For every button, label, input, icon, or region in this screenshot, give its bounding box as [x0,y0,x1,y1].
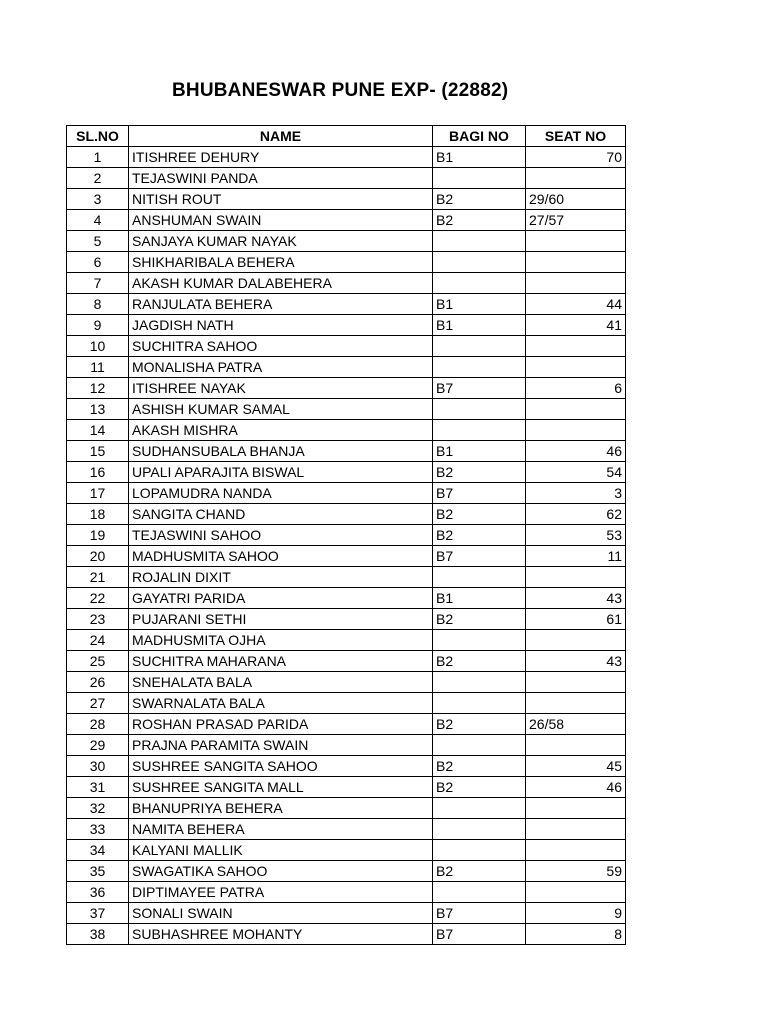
header-bagi-no: BAGI NO [433,126,526,147]
cell-name: MONALISHA PATRA [129,357,433,378]
cell-sl-no: 10 [67,336,129,357]
cell-seat-no [526,798,626,819]
cell-sl-no: 33 [67,819,129,840]
cell-bagi-no: B1 [433,294,526,315]
table-row [67,525,626,546]
cell-sl-no: 9 [67,315,129,336]
cell-bagi-no: B1 [433,441,526,462]
table-row [67,252,626,273]
table-row [67,504,626,525]
table-row [67,588,626,609]
cell-seat-no [526,336,626,357]
cell-seat-no: 9 [526,903,626,924]
cell-sl-no: 36 [67,882,129,903]
table-row [67,420,626,441]
cell-sl-no: 18 [67,504,129,525]
table-row [67,462,626,483]
cell-name: ROSHAN PRASAD PARIDA [129,714,433,735]
table-row [67,630,626,651]
cell-name: SHIKHARIBALA BEHERA [129,252,433,273]
table-header-row [67,126,626,147]
table-row [67,294,626,315]
cell-name: DIPTIMAYEE PATRA [129,882,433,903]
table-row [67,567,626,588]
header-sl-no: SL.NO [67,126,129,147]
cell-bagi-no [433,672,526,693]
cell-bagi-no: B7 [433,546,526,567]
cell-bagi-no: B2 [433,714,526,735]
cell-name: AKASH KUMAR DALABEHERA [129,273,433,294]
table-row [67,378,626,399]
document-title: BHUBANESWAR PUNE EXP- (22882) [172,80,509,101]
cell-seat-no: 8 [526,924,626,945]
cell-seat-no [526,399,626,420]
cell-name: SUCHITRA SAHOO [129,336,433,357]
cell-name: SWARNALATA BALA [129,693,433,714]
cell-seat-no [526,231,626,252]
cell-name: MADHUSMITA SAHOO [129,546,433,567]
cell-bagi-no: B1 [433,588,526,609]
cell-bagi-no [433,357,526,378]
cell-seat-no: 6 [526,378,626,399]
cell-sl-no: 30 [67,756,129,777]
cell-sl-no: 22 [67,588,129,609]
cell-bagi-no [433,231,526,252]
cell-sl-no: 38 [67,924,129,945]
cell-seat-no: 53 [526,525,626,546]
cell-bagi-no: B2 [433,504,526,525]
cell-seat-no [526,819,626,840]
cell-sl-no: 12 [67,378,129,399]
cell-seat-no [526,168,626,189]
cell-sl-no: 6 [67,252,129,273]
cell-name: ASHISH KUMAR SAMAL [129,399,433,420]
cell-seat-no: 44 [526,294,626,315]
cell-bagi-no [433,840,526,861]
cell-sl-no: 13 [67,399,129,420]
cell-seat-no: 26/58 [526,714,626,735]
cell-sl-no: 20 [67,546,129,567]
table-row [67,168,626,189]
cell-name: ITISHREE DEHURY [129,147,433,168]
cell-bagi-no [433,273,526,294]
cell-bagi-no: B7 [433,483,526,504]
cell-name: UPALI APARAJITA BISWAL [129,462,433,483]
cell-name: RANJULATA BEHERA [129,294,433,315]
cell-sl-no: 16 [67,462,129,483]
cell-bagi-no: B7 [433,924,526,945]
cell-name: SANGITA CHAND [129,504,433,525]
cell-sl-no: 21 [67,567,129,588]
cell-seat-no [526,357,626,378]
header-seat-no: SEAT NO [526,126,626,147]
table-row [67,441,626,462]
cell-name: AKASH MISHRA [129,420,433,441]
cell-seat-no: 43 [526,651,626,672]
cell-sl-no: 19 [67,525,129,546]
cell-seat-no [526,882,626,903]
cell-name: MADHUSMITA OJHA [129,630,433,651]
cell-seat-no: 59 [526,861,626,882]
cell-sl-no: 27 [67,693,129,714]
cell-name: KALYANI MALLIK [129,840,433,861]
cell-name: TEJASWINI PANDA [129,168,433,189]
cell-name: TEJASWINI SAHOO [129,525,433,546]
table-row [67,546,626,567]
cell-name: SUBHASHREE MOHANTY [129,924,433,945]
cell-seat-no: 70 [526,147,626,168]
cell-bagi-no: B2 [433,861,526,882]
table-row [67,714,626,735]
cell-sl-no: 28 [67,714,129,735]
cell-sl-no: 25 [67,651,129,672]
cell-bagi-no [433,798,526,819]
table-row [67,903,626,924]
cell-seat-no: 45 [526,756,626,777]
cell-sl-no: 34 [67,840,129,861]
cell-seat-no [526,840,626,861]
cell-name: SWAGATIKA SAHOO [129,861,433,882]
cell-name: NAMITA BEHERA [129,819,433,840]
cell-seat-no: 46 [526,777,626,798]
table-row [67,147,626,168]
cell-bagi-no [433,168,526,189]
table-row [67,609,626,630]
table-row [67,924,626,945]
cell-sl-no: 17 [67,483,129,504]
cell-bagi-no [433,252,526,273]
cell-sl-no: 7 [67,273,129,294]
cell-seat-no: 46 [526,441,626,462]
table-row [67,798,626,819]
cell-bagi-no [433,630,526,651]
cell-sl-no: 14 [67,420,129,441]
cell-seat-no: 43 [526,588,626,609]
cell-bagi-no: B2 [433,189,526,210]
table-row [67,819,626,840]
cell-seat-no [526,630,626,651]
cell-name: LOPAMUDRA NANDA [129,483,433,504]
cell-bagi-no [433,336,526,357]
cell-bagi-no [433,693,526,714]
table-row [67,483,626,504]
cell-name: SONALI SWAIN [129,903,433,924]
cell-sl-no: 15 [67,441,129,462]
table-row [67,651,626,672]
cell-sl-no: 1 [67,147,129,168]
cell-name: ROJALIN DIXIT [129,567,433,588]
cell-sl-no: 2 [67,168,129,189]
table-row [67,273,626,294]
cell-name: PRAJNA PARAMITA SWAIN [129,735,433,756]
table-row [67,777,626,798]
cell-bagi-no: B2 [433,609,526,630]
table-row [67,693,626,714]
cell-sl-no: 24 [67,630,129,651]
cell-name: GAYATRI PARIDA [129,588,433,609]
table-row [67,189,626,210]
cell-bagi-no [433,819,526,840]
cell-sl-no: 37 [67,903,129,924]
cell-name: JAGDISH NATH [129,315,433,336]
table-row [67,756,626,777]
cell-seat-no [526,735,626,756]
cell-seat-no: 29/60 [526,189,626,210]
cell-bagi-no: B7 [433,378,526,399]
cell-seat-no: 11 [526,546,626,567]
cell-bagi-no: B1 [433,147,526,168]
cell-name: SUDHANSUBALA BHANJA [129,441,433,462]
cell-seat-no: 27/57 [526,210,626,231]
table-row [67,672,626,693]
cell-sl-no: 32 [67,798,129,819]
table-row [67,861,626,882]
cell-sl-no: 4 [67,210,129,231]
header-name: NAME [129,126,433,147]
cell-bagi-no: B7 [433,903,526,924]
cell-name: SUSHREE SANGITA MALL [129,777,433,798]
cell-bagi-no: B2 [433,651,526,672]
cell-seat-no [526,420,626,441]
cell-sl-no: 23 [67,609,129,630]
cell-sl-no: 8 [67,294,129,315]
cell-bagi-no: B2 [433,777,526,798]
cell-name: ANSHUMAN SWAIN [129,210,433,231]
cell-seat-no: 41 [526,315,626,336]
cell-bagi-no: B2 [433,462,526,483]
table-row [67,210,626,231]
cell-bagi-no: B1 [433,315,526,336]
cell-seat-no [526,252,626,273]
cell-seat-no [526,567,626,588]
cell-name: SUCHITRA MAHARANA [129,651,433,672]
table-row [67,315,626,336]
cell-bagi-no: B2 [433,525,526,546]
cell-bagi-no [433,882,526,903]
cell-bagi-no [433,567,526,588]
cell-bagi-no [433,735,526,756]
cell-sl-no: 5 [67,231,129,252]
table-row [67,357,626,378]
cell-bagi-no: B2 [433,756,526,777]
cell-sl-no: 3 [67,189,129,210]
table-row [67,399,626,420]
cell-sl-no: 35 [67,861,129,882]
cell-name: ITISHREE NAYAK [129,378,433,399]
cell-bagi-no [433,420,526,441]
cell-seat-no: 3 [526,483,626,504]
cell-seat-no: 62 [526,504,626,525]
cell-bagi-no [433,399,526,420]
cell-sl-no: 11 [67,357,129,378]
cell-seat-no: 54 [526,462,626,483]
cell-seat-no: 61 [526,609,626,630]
cell-name: NITISH ROUT [129,189,433,210]
table-row [67,840,626,861]
cell-name: SNEHALATA BALA [129,672,433,693]
cell-seat-no [526,693,626,714]
cell-seat-no [526,672,626,693]
cell-sl-no: 31 [67,777,129,798]
cell-name: SANJAYA KUMAR NAYAK [129,231,433,252]
table-row [67,882,626,903]
passenger-table [66,125,626,945]
cell-name: PUJARANI SETHI [129,609,433,630]
cell-sl-no: 29 [67,735,129,756]
cell-name: SUSHREE SANGITA SAHOO [129,756,433,777]
cell-sl-no: 26 [67,672,129,693]
table-row [67,735,626,756]
table-row [67,231,626,252]
cell-seat-no [526,273,626,294]
table-row [67,336,626,357]
cell-bagi-no: B2 [433,210,526,231]
cell-name: BHANUPRIYA BEHERA [129,798,433,819]
